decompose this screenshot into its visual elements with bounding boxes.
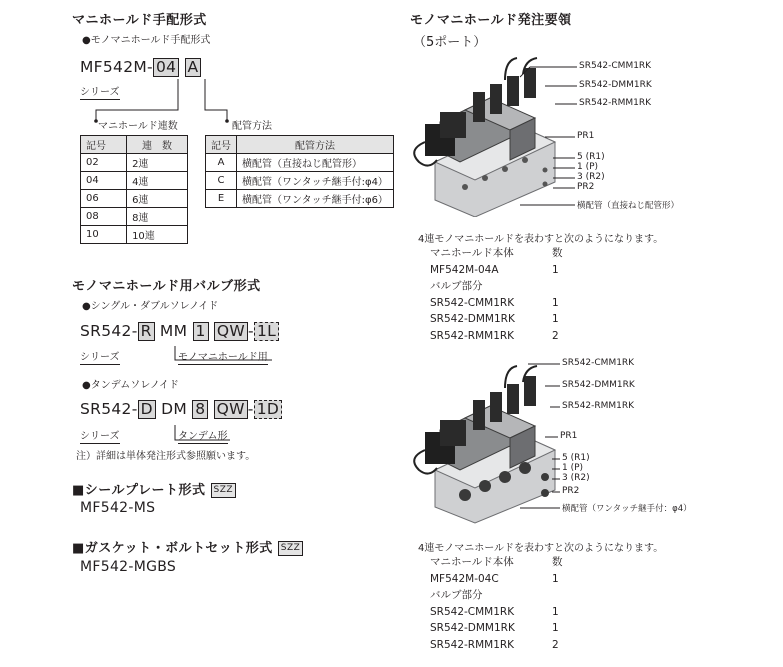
callout-label: PR1: [560, 431, 578, 441]
callout-label: 3 (R2): [577, 172, 605, 182]
callout-label: PR2: [577, 182, 595, 192]
mono-manifold-subtitle: ●モノマニホールド手配形式: [82, 35, 211, 46]
tandem-type-label: タンデム形: [178, 427, 228, 444]
list-item-qty: 1: [552, 605, 559, 618]
order-procedure-title: モノマニホールド発注要領: [410, 13, 572, 28]
section-title-valve-model: モノマニホールド用バルブ形式: [72, 279, 261, 294]
table-cell: E: [206, 190, 237, 208]
callout-label: SR542-DMM1RK: [562, 380, 635, 390]
callout-label: 横配管（直接ねじ配管形）: [577, 201, 680, 211]
list-item-name: バルブ部分: [430, 280, 483, 292]
code-box: 1: [193, 322, 209, 341]
list-item: [430, 620, 580, 637]
callout-label: 1 (P): [577, 162, 599, 172]
callout-label: 5 (R1): [577, 152, 605, 162]
code-box-piping: A: [185, 58, 202, 77]
list-item: [430, 571, 580, 588]
code-box-option: 1L: [254, 322, 279, 341]
table-cell: 06: [81, 190, 127, 208]
table-header: 配管方法: [237, 136, 394, 154]
example-list-2: [430, 554, 580, 653]
table-header: 記号: [81, 136, 127, 154]
code-prefix: SR542-: [80, 400, 138, 418]
code-prefix: MF542M-: [80, 58, 153, 76]
table-cell: 10連: [127, 226, 188, 244]
table-cell: 4連: [127, 172, 188, 190]
series-label: シリーズ: [80, 427, 120, 444]
stations-label: マニホールド連数: [98, 121, 178, 132]
table-cell: 08: [81, 208, 127, 226]
code-box: 8: [192, 400, 208, 419]
table-cell: 8連: [127, 208, 188, 226]
list-item-qty: 数: [552, 556, 563, 568]
list-item-name: SR542-DMM1RK: [430, 622, 515, 634]
example-intro: 4連モノマニホールドを表わすと次のようになります。: [418, 234, 664, 245]
table-cell: 横配管（ワンタッチ継手付:φ6）: [237, 190, 394, 208]
list-item-qty: 1: [552, 296, 559, 309]
callout-label: SR542-CMM1RK: [579, 61, 652, 71]
list-item: [430, 637, 580, 654]
callout-label: SR542-RMM1RK: [562, 401, 635, 411]
list-item-qty: 1: [552, 263, 559, 276]
table-header: 連 数: [127, 136, 188, 154]
list-item-name: SR542-CMM1RK: [430, 605, 515, 618]
list-item-name: マニホールド本体: [430, 247, 514, 259]
list-item: [430, 587, 580, 604]
code-box: D: [138, 400, 156, 419]
callout-label: SR542-DMM1RK: [579, 80, 652, 90]
tandem-solenoid-subtitle: ●タンデムソレノイド: [82, 380, 179, 391]
code-box: R: [138, 322, 155, 341]
seal-plate-title-text: ■シールプレート形式: [72, 483, 206, 498]
list-item-name: MF542M-04C: [430, 572, 499, 585]
list-item-qty: 1: [552, 622, 559, 634]
table-cell: 02: [81, 154, 127, 172]
list-item: [430, 554, 580, 571]
callout-label: SR542-CMM1RK: [562, 358, 635, 368]
list-item-name: バルブ部分: [430, 589, 483, 601]
table-cell: C: [206, 172, 237, 190]
list-item-name: SR542-RMM1RK: [430, 329, 515, 342]
code-text: MM: [159, 322, 188, 340]
section-title-manifold-order: マニホールド手配形式: [72, 13, 207, 28]
table-cell: 04: [81, 172, 127, 190]
callout-label: SR542-RMM1RK: [579, 98, 652, 108]
five-port-subtitle: （5ポート）: [413, 35, 487, 50]
szz-badge: SZZ: [211, 483, 237, 498]
code-box: QW: [214, 400, 248, 419]
mono-manifold-use-label: モノマニホールド用: [178, 348, 268, 365]
szz-badge: SZZ: [278, 541, 304, 556]
footnote: 注）詳細は単体発注形式参照願います。: [76, 451, 256, 462]
callout-label: 5 (R1): [562, 453, 590, 463]
list-item-name: SR542-CMM1RK: [430, 296, 515, 309]
code-dash: -: [247, 400, 254, 418]
list-item-name: SR542-DMM1RK: [430, 313, 515, 325]
code-box-option: 1D: [254, 400, 282, 419]
seal-plate-code: MF542-MS: [80, 500, 156, 516]
table-cell: 横配管（直接ねじ配管形）: [237, 154, 394, 172]
list-item-qty: 2: [552, 638, 559, 651]
list-item-name: SR542-RMM1RK: [430, 638, 515, 651]
code-text: DM: [161, 400, 187, 418]
table-cell: 横配管（ワンタッチ継手付:φ4）: [237, 172, 394, 190]
code-box-stations: 04: [153, 58, 179, 77]
gasket-bolt-set-code: MF542-MGBS: [80, 559, 177, 575]
code-dash: -: [248, 322, 254, 340]
series-label: シリーズ: [80, 348, 120, 365]
gasket-title-text: ■ガスケット・ボルトセット形式: [72, 541, 273, 556]
table-cell: 2連: [127, 154, 188, 172]
table-header: 記号: [206, 136, 237, 154]
code-prefix: SR542-: [80, 322, 138, 340]
list-item-qty: 2: [552, 329, 559, 342]
table-cell: 6連: [127, 190, 188, 208]
list-item-qty: 数: [552, 247, 563, 259]
table-cell: 10: [81, 226, 127, 244]
code-box: QW: [214, 322, 248, 341]
callout-label: 1 (P): [562, 463, 584, 473]
callout-label: PR2: [562, 486, 580, 496]
piping-label: 配管方法: [232, 121, 272, 132]
list-item-qty: 1: [552, 313, 559, 325]
list-item-qty: 1: [552, 572, 559, 585]
list-item: [430, 604, 580, 621]
series-label: シリーズ: [80, 83, 120, 100]
callout-label: PR1: [577, 131, 595, 141]
callout-label: 横配管（ワンタッチ継手付：φ4）: [562, 504, 692, 514]
list-item-name: マニホールド本体: [430, 556, 514, 568]
list-item-name: MF542M-04A: [430, 263, 499, 276]
table-cell: A: [206, 154, 237, 172]
callout-label: 3 (R2): [562, 473, 590, 483]
single-double-solenoid-subtitle: ●シングル・ダブルソレノイド: [82, 301, 219, 312]
example-intro: 4連モノマニホールドを表わすと次のようになります。: [418, 543, 664, 554]
